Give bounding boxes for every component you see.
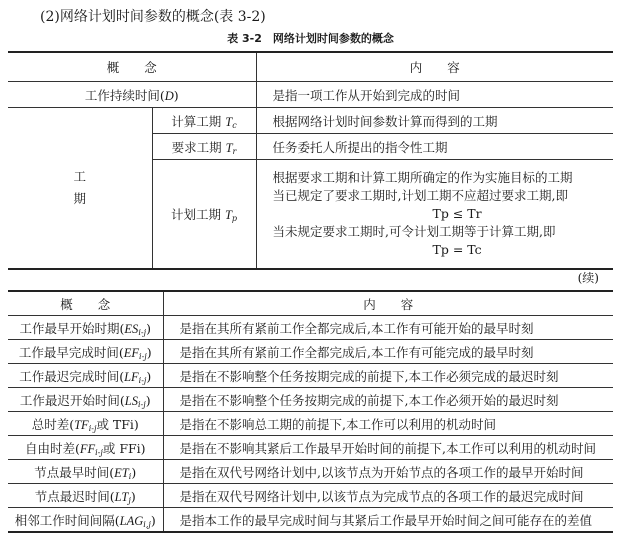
- group-label-cell: 工 期: [8, 108, 152, 270]
- table-caption: 表 3-2 网络计划时间参数的概念: [227, 32, 394, 45]
- formula: Tp = Tc: [432, 242, 482, 257]
- content-cell: 是指在其所有紧前工作全都完成后,本工作有可能开始的最早时刻: [163, 316, 613, 340]
- header-concept: 概 念: [8, 291, 163, 316]
- concept-cell: 工作最迟完成时间$(LF_{i-j})$: [8, 364, 163, 388]
- content-cell: 根据要求工期和计算工期所确定的作为实施目标的工期 当已规定了要求工期时,计划工期不应超过要求工期,即 Tp ≤ Tr 当未规定要求工期时,可令计划工期等于计算工期,即 Tp = Tc: [256, 160, 613, 270]
- parameters-table-part2: [8, 290, 613, 533]
- section-heading: (2)网络计划时间参数的概念(表 3-2): [40, 9, 266, 25]
- continued-label: (续): [577, 271, 599, 285]
- content-cell: 是指在不影响整个任务按期完成的前提下,本工作必须开始的最迟时刻: [163, 388, 613, 412]
- table-row: [8, 460, 613, 484]
- content-cell: 根据网络计划时间参数计算而得到的工期: [256, 108, 613, 134]
- concept-cell: 自由时差($FF_{i-j}$或 FFi): [8, 436, 163, 460]
- table-row: [8, 508, 613, 533]
- table-row: [8, 412, 613, 436]
- content-cell: 是指本工作的最早完成时间与其紧后工作最早开始时间之间可能存在的差值: [179, 512, 593, 528]
- table-row: [8, 108, 613, 134]
- concept-cell: 工作最迟开始时间$(LS_{i-j})$: [8, 388, 163, 412]
- content-cell: 任务委托人所提出的指令性工期: [256, 134, 613, 160]
- content-cell: 是指在双代号网络计划中,以该节点为完成节点的各项工作的最迟完成时间: [163, 484, 613, 508]
- concept-cell: 工作最早完成时间$(EF_{i-j})$: [8, 340, 163, 364]
- concept-cell: 相邻工作时间间隔$(LAG_{i,j})$: [8, 508, 163, 533]
- content-cell: 是指在不影响其紧后工作最早开始时间的前提下,本工作可以利用的机动时间: [163, 436, 613, 460]
- header-content: 内 容: [256, 52, 613, 82]
- table-row: [8, 484, 613, 508]
- content-cell: 是指在不影响总工期的前提下,本工作可以利用的机动时间: [163, 412, 613, 436]
- table-row: [8, 388, 613, 412]
- table-header-row: [8, 52, 613, 82]
- concept-cell: 总时差($TF_{i-j}$或 TFi): [8, 412, 163, 436]
- header-concept: 概 念: [8, 52, 256, 82]
- parameters-table-part1: [8, 51, 613, 270]
- concept-cell: 要求工期 $T_r$: [152, 134, 256, 160]
- concept-cell: 节点最早时间$(ET_i)$: [8, 460, 163, 484]
- concept-cell: 工作最早开始时期$(ES_{i-j})$: [8, 316, 163, 340]
- table-header-row: [8, 291, 613, 316]
- concept-cell: 工作持续时间(D): [8, 82, 256, 108]
- header-content: 内 容: [163, 291, 613, 316]
- content-cell: 是指在其所有紧前工作全都完成后,本工作有可能完成的最早时刻: [163, 340, 613, 364]
- content-cell: 是指在不影响整个任务按期完成的前提下,本工作必须完成的最迟时刻: [163, 364, 613, 388]
- table-row: [8, 364, 613, 388]
- table-row: [8, 340, 613, 364]
- formula: Tp ≤ Tr: [432, 206, 482, 221]
- table-row: [8, 316, 613, 340]
- concept-cell: 节点最迟时间$(LT_j)$: [8, 484, 163, 508]
- content-cell: 是指一项工作从开始到完成的时间: [256, 82, 613, 108]
- concept-cell: 计划工期 $T_p$: [152, 160, 256, 270]
- table-row: [8, 436, 613, 460]
- concept-cell: 计算工期 $T_c$: [152, 108, 256, 134]
- content-cell: 是指在双代号网络计划中,以该节点为开始节点的各项工作的最早开始时间: [163, 460, 613, 484]
- table-row: [8, 82, 613, 108]
